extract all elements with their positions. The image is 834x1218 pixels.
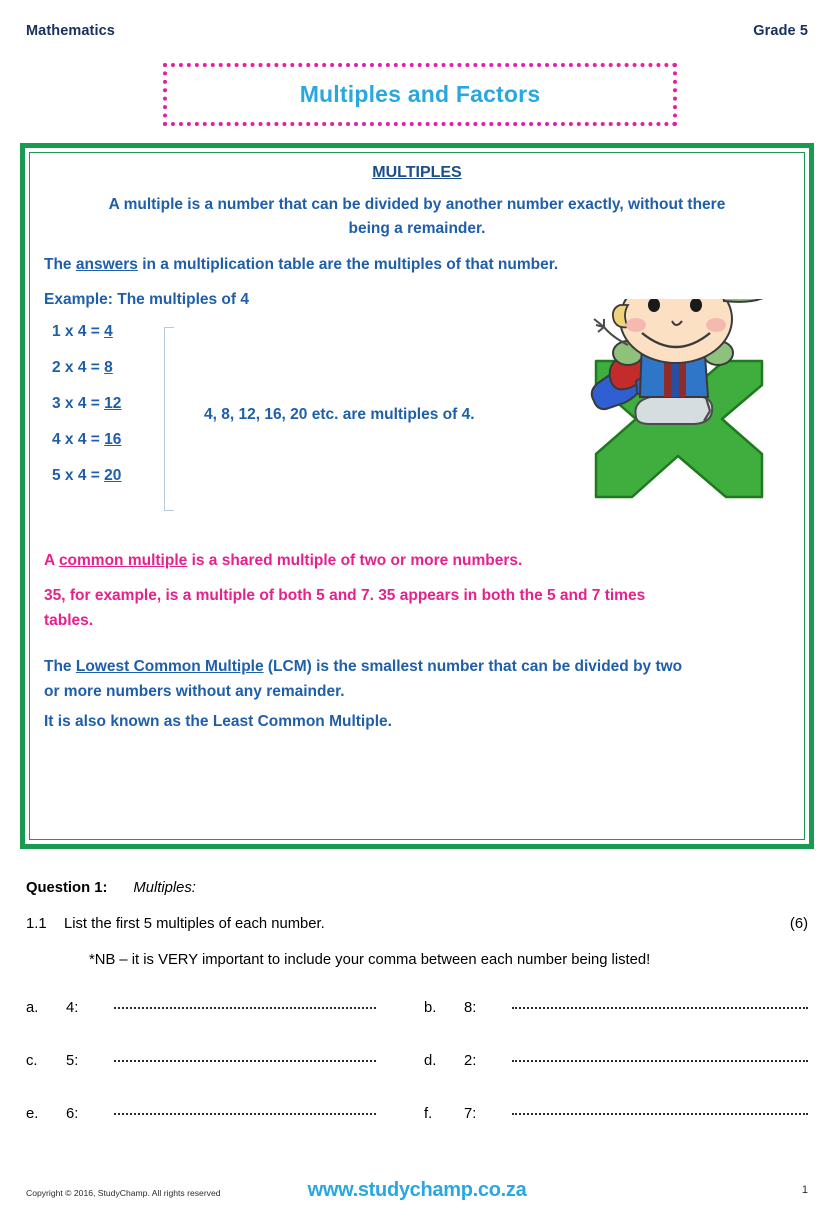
worksheet-title-banner [163,63,677,126]
answer-letter: c. [26,1053,38,1069]
boy-on-x-icon [584,299,780,509]
answer-item [26,1053,424,1069]
answer-item [424,1000,808,1016]
page-number: 1 [801,1184,808,1196]
lcm-pre: The [44,658,76,676]
common-multiple-detail-line2: tables. [44,611,94,629]
grade-label: Grade 5 [753,23,808,39]
equation-answer: 8 [104,358,113,376]
answers-sentence-pre: The [44,255,76,273]
multiple-definition [44,193,790,242]
equation-answer: 12 [104,394,122,412]
equation-row [52,359,164,377]
common-multiple-detail-line1: 35, for example, is a multiple of both 5 and 7. 35 appears in both the 5 and 7 times [44,587,646,605]
answer-letter: e. [26,1106,39,1122]
answer-item [26,1000,424,1016]
page-header [26,20,808,42]
question-topic: Multiples: [133,880,196,896]
answer-blank-line[interactable] [512,1111,808,1115]
answer-blank-line[interactable] [512,1005,808,1009]
equation-answer: 4 [104,322,113,340]
answer-row [26,1106,808,1122]
equation-expression: 5 x 4 = [52,466,105,484]
info-box-inner [29,152,805,840]
answer-item [424,1053,808,1069]
question-label: Question 1: [26,880,108,896]
common-multiple-post: is a shared multiple of two or more numbers. [187,551,523,569]
lcm-line2: or more numbers without any remainder. [44,682,345,700]
example-area [44,323,790,538]
answer-number: 7: [464,1106,477,1122]
common-multiple-sentence [44,549,790,573]
answer-letter: f. [424,1106,433,1122]
answer-item [424,1106,808,1122]
multiple-definition-line1: A multiple is a number that can be divided by another number exactly, without there [108,196,726,213]
equation-row [52,431,164,449]
answer-number: 5: [66,1053,79,1069]
answer-number: 6: [66,1106,79,1122]
info-box-heading: MULTIPLES [372,164,462,181]
equation-expression: 1 x 4 = [52,322,105,340]
answer-blank-line[interactable] [114,1111,376,1115]
answer-item [26,1106,424,1122]
answer-blank-line[interactable] [114,1005,376,1009]
answer-blank-line[interactable] [512,1058,808,1062]
equation-answer: 20 [104,466,122,484]
copyright-text: Copyright © 2016, StudyChamp. All rights reserved [26,1188,221,1198]
question-item [26,916,808,932]
lcm-sentence [44,655,790,704]
equation-group-bracket [164,327,174,511]
equation-list [52,323,164,503]
equation-expression: 3 x 4 = [52,394,105,412]
website-url[interactable]: www.studychamp.co.za [307,1179,527,1201]
equation-row [52,467,164,485]
example-label: Example: The multiples of 4 [44,291,249,309]
answer-letter: d. [424,1053,437,1069]
answer-row [26,1053,808,1069]
page-footer [26,1174,808,1200]
subject-label: Mathematics [26,23,115,39]
answers-sentence-post: in a multiplication table are the multiples of that number. [137,255,559,273]
answer-number: 4: [66,1000,79,1016]
page-title: Multiples and Factors [299,81,541,107]
lcm-post: (LCM) is the smallest number that can be divided by two [263,658,683,676]
boy-on-x-illustration [584,299,780,509]
answer-letter: b. [424,1000,437,1016]
question-heading [26,880,808,896]
equation-answer: 16 [104,430,122,448]
question-number: 1.1 [26,916,47,932]
answer-number: 8: [464,1000,477,1016]
answer-grid [26,1000,808,1159]
answer-number: 2: [464,1053,477,1069]
common-multiple-pre: A [44,551,59,569]
lcm-keyword: Lowest Common Multiple [75,658,264,676]
common-multiple-detail [44,584,790,633]
question-marks: (6) [789,916,808,932]
multiple-definition-line2: being a remainder. [348,220,486,238]
answers-keyword: answers [75,255,138,273]
equation-row [52,395,164,413]
info-box [20,143,814,849]
equation-expression: 4 x 4 = [52,430,105,448]
question-note: *NB – it is VERY important to include your comma between each number being listed! [89,952,651,968]
example-note: 4, 8, 12, 16, 20 etc. are multiples of 4. [204,405,475,423]
equation-expression: 2 x 4 = [52,358,105,376]
question-section [26,880,808,968]
answer-letter: a. [26,1000,39,1016]
question-text: List the first 5 multiples of each number. [64,916,325,932]
common-multiple-keyword: common multiple [58,551,188,569]
equation-row [52,323,164,341]
answer-row [26,1000,808,1016]
answer-blank-line[interactable] [114,1058,376,1062]
answers-sentence [44,253,790,277]
lcm-alias: It is also known as the Least Common Multiple. [44,713,392,731]
